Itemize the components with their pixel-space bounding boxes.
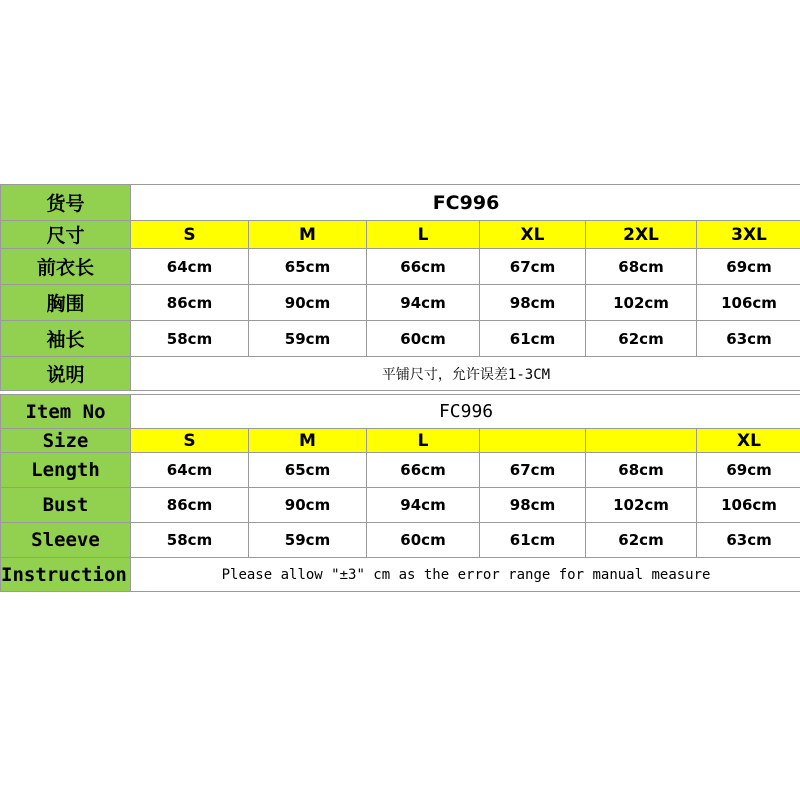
measure-cell: 58cm xyxy=(131,523,249,558)
measure-cell: 59cm xyxy=(249,523,367,558)
size-chart-chinese xyxy=(0,184,800,391)
measure-cell: 67cm xyxy=(480,249,586,285)
measure-cell: 58cm xyxy=(131,321,249,357)
size-cell: S xyxy=(131,221,249,249)
size-row xyxy=(1,429,800,453)
item-number: FC996 xyxy=(131,185,800,221)
measure-cell: 66cm xyxy=(367,453,480,488)
size-cell: M xyxy=(249,429,367,453)
measure-cell: 61cm xyxy=(480,321,586,357)
measure-cell: 69cm xyxy=(697,249,800,285)
note-label: 说明 xyxy=(1,357,131,391)
measure-cell: 66cm xyxy=(367,249,480,285)
measure-cell: 90cm xyxy=(249,285,367,321)
sleeve-label: Sleeve xyxy=(1,523,131,558)
item-label: 货号 xyxy=(1,185,131,221)
bust-row xyxy=(1,488,800,523)
length-label: Length xyxy=(1,453,131,488)
length-row xyxy=(1,249,800,285)
measure-cell: 59cm xyxy=(249,321,367,357)
note-row xyxy=(1,357,800,391)
measure-cell: 106cm xyxy=(697,285,800,321)
size-cell xyxy=(586,429,697,453)
measure-cell: 67cm xyxy=(480,453,586,488)
measure-cell: 98cm xyxy=(480,285,586,321)
size-label: 尺寸 xyxy=(1,221,131,249)
size-cell: 2XL xyxy=(586,221,697,249)
bust-label: Bust xyxy=(1,488,131,523)
size-cell xyxy=(480,429,586,453)
note-row xyxy=(1,558,800,592)
measure-cell: 62cm xyxy=(586,523,697,558)
measure-cell: 64cm xyxy=(131,249,249,285)
length-label: 前衣长 xyxy=(1,249,131,285)
measure-cell: 65cm xyxy=(249,453,367,488)
sleeve-row xyxy=(1,321,800,357)
measure-cell: 65cm xyxy=(249,249,367,285)
note-text: 平铺尺寸，允许误差1-3CM xyxy=(131,357,800,391)
size-cell: XL xyxy=(697,429,800,453)
measure-cell: 63cm xyxy=(697,523,800,558)
measure-cell: 69cm xyxy=(697,453,800,488)
measure-cell: 90cm xyxy=(249,488,367,523)
measure-cell: 64cm xyxy=(131,453,249,488)
measure-cell: 60cm xyxy=(367,523,480,558)
measure-cell: 94cm xyxy=(367,285,480,321)
measure-cell: 102cm xyxy=(586,488,697,523)
note-label: Instruction xyxy=(1,558,131,592)
size-cell: 3XL xyxy=(697,221,800,249)
measure-cell: 68cm xyxy=(586,453,697,488)
size-row xyxy=(1,221,800,249)
length-row xyxy=(1,453,800,488)
bust-label: 胸围 xyxy=(1,285,131,321)
sleeve-label: 袖长 xyxy=(1,321,131,357)
size-chart-english xyxy=(0,394,800,592)
item-row xyxy=(1,185,800,221)
sleeve-row xyxy=(1,523,800,558)
item-number: FC996 xyxy=(131,395,800,429)
size-cell: L xyxy=(367,429,480,453)
size-cell: M xyxy=(249,221,367,249)
measure-cell: 106cm xyxy=(697,488,800,523)
measure-cell: 68cm xyxy=(586,249,697,285)
measure-cell: 60cm xyxy=(367,321,480,357)
size-cell: L xyxy=(367,221,480,249)
measure-cell: 98cm xyxy=(480,488,586,523)
measure-cell: 61cm xyxy=(480,523,586,558)
item-row xyxy=(1,395,800,429)
measure-cell: 94cm xyxy=(367,488,480,523)
measure-cell: 62cm xyxy=(586,321,697,357)
measure-cell: 102cm xyxy=(586,285,697,321)
measure-cell: 63cm xyxy=(697,321,800,357)
size-cell: XL xyxy=(480,221,586,249)
measure-cell: 86cm xyxy=(131,488,249,523)
size-cell: S xyxy=(131,429,249,453)
size-label: Size xyxy=(1,429,131,453)
bust-row xyxy=(1,285,800,321)
item-label: Item No xyxy=(1,395,131,429)
note-text: Please allow "±3" cm as the error range for manual measure xyxy=(131,558,800,592)
measure-cell: 86cm xyxy=(131,285,249,321)
